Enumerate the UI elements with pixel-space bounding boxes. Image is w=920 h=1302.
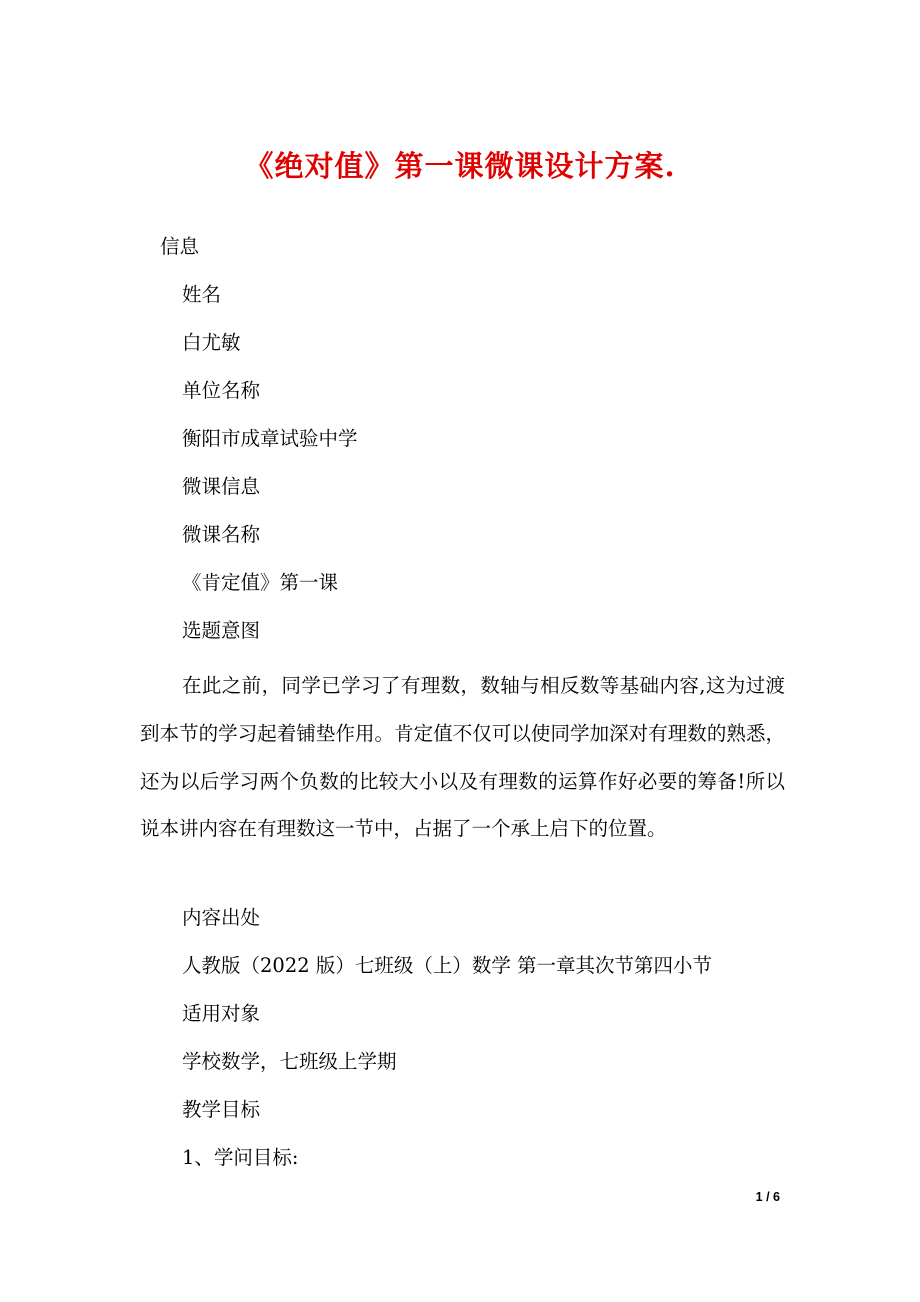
field-value-name: 白尤敏 <box>182 331 241 354</box>
page-number: 1 / 6 <box>755 1190 780 1204</box>
section-heading-info: 信息 <box>160 235 200 258</box>
field-value-lesson-name: 《肯定值》第一课 <box>182 571 339 594</box>
field-label-audience: 适用对象 <box>182 1002 261 1025</box>
field-label-intent: 选题意图 <box>182 619 261 642</box>
field-label-name: 姓名 <box>182 283 222 306</box>
intent-paragraph: 在此之前，同学已学习了有理数，数轴与相反数等基础内容,这为过渡到本节的学习起着铺垫作用。肯定值不仅可以使同学加深对有理数的熟悉，还为以后学习两个负数的比较大小以及有理数的运算作好必要的筹备!所以说本讲内容在有理数这一节中，占据了一个承上启下的位置。 <box>140 674 785 841</box>
field-label-lesson-name: 微课名称 <box>182 523 261 546</box>
field-label-objectives: 教学目标 <box>182 1098 261 1121</box>
field-value-unit: 衡阳市成章试验中学 <box>182 427 358 450</box>
field-value-source: 人教版（2022 版）七班级（上）数学 第一章其次节第四小节 <box>182 954 713 977</box>
field-label-source: 内容出处 <box>182 906 261 929</box>
section-heading-microlesson: 微课信息 <box>182 475 261 498</box>
objective-item-1: 1、学问目标: <box>182 1146 299 1169</box>
field-label-unit: 单位名称 <box>182 379 261 402</box>
field-value-audience: 学校数学，七班级上学期 <box>182 1050 397 1073</box>
document-title: 《绝对值》第一课微课设计方案. <box>244 149 676 183</box>
